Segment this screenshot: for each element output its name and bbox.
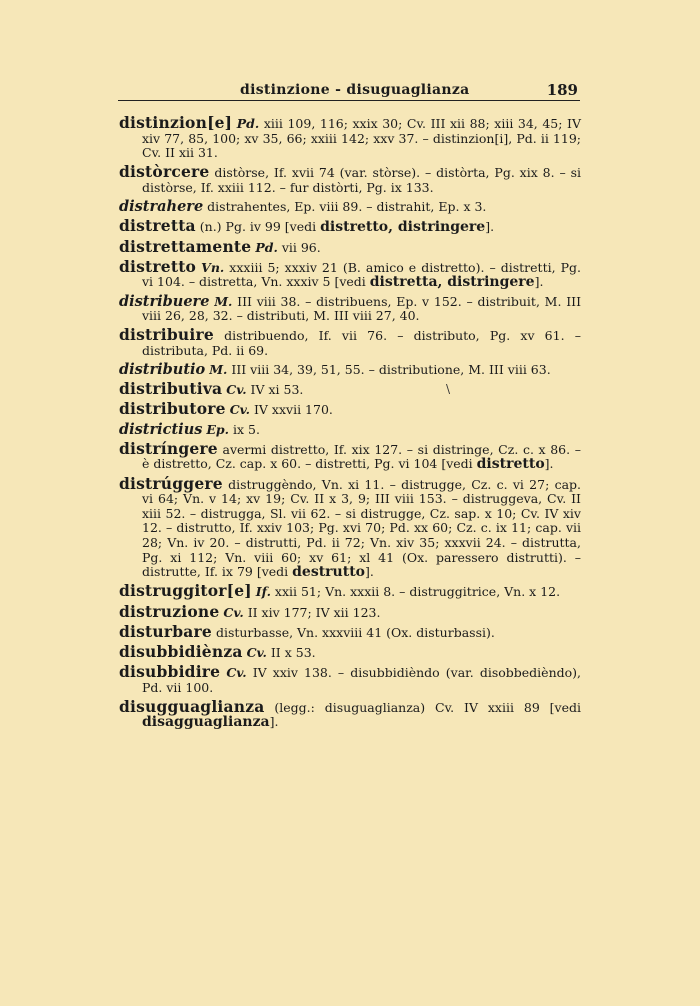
dictionary-entry	[119, 473, 581, 581]
entry-body: distribuendo, If. vii 76. – distributo, Pg. xv 61. – distributa, Pd. ii 69.	[142, 328, 581, 358]
entry-source: Cv.	[226, 665, 247, 681]
entry-body: II xiv 177; IV xii 123.	[243, 604, 381, 620]
entry-source: Cv.	[229, 402, 250, 418]
entry-tail: ].	[544, 456, 554, 472]
entry-source: Ep.	[206, 421, 230, 437]
dictionary-entry	[119, 162, 581, 195]
dictionary-entry	[119, 601, 581, 621]
running-title: distinzione - disuguaglianza	[240, 82, 470, 98]
entry-headword: distribuere	[119, 292, 210, 310]
dictionary-entry	[119, 216, 581, 236]
entry-list	[119, 113, 582, 735]
entry-headword: distrahere	[119, 198, 204, 216]
entry-body: avermi distretto, If. xix 127. – si distringe, Cz. c. x 86. – è distretto, Cz. cap. x 60. – distretti, Pg. vi 104 [vedi	[142, 441, 581, 472]
entry-body: (legg.: disuguaglianza) Cv. IV xxiii 89 [vedi	[264, 699, 581, 715]
entry-headword: distruggitor[e]	[119, 581, 252, 601]
entry-source: Cv.	[223, 604, 244, 620]
entry-headword: distrettamente	[119, 236, 252, 256]
entry-headword: districtius	[119, 420, 203, 438]
entry-body: vii 96.	[277, 239, 321, 255]
dictionary-entry	[119, 438, 581, 473]
entry-body: ix 5.	[229, 421, 260, 437]
entry-headword: disugguaglianza	[119, 696, 265, 716]
entry-headword: distrúggere	[119, 473, 223, 493]
dictionary-entry	[119, 363, 581, 378]
entry-headword: distributore	[119, 399, 226, 419]
entry-body: disturbasse, Vn. xxxviii 41 (Ox. disturbassi).	[211, 624, 495, 640]
entry-headword: disubbidiènza	[119, 641, 243, 661]
entry-headword: distretto	[119, 256, 197, 276]
page-header	[118, 80, 580, 101]
entry-body: III viii 34, 39, 51, 55. – distributione, M. III viii 63.	[227, 362, 551, 378]
entry-body: distruggèndo, Vn. xi 11. – distrugge, Cz. c. vi 27; cap. vi 64; Vn. v 14; xv 19; Cv. II x 3, 9; III viii 153. – distruggeva, Cv. II xiii 52. – distrugga, Sl. vii 62. – si distrugge, Cz. sap. x 10; Cv. IV xiv 12. – distrutto, If. xxiv 103; Pg. xvi 70; Pd. xx 60; Cz. c. ix 11; cap. vii 28; Vn. iv 20. – distrutti, Pd. ii 72; Vn. xiv 35; xxxvii 24. – distrutta, Pg. xi 112; Vn. viii 60; xv 61; xl 41 (Ox. paressero distrutti). – distrutte, If. ix 79 [vedi	[142, 476, 581, 580]
entry-body: IV xxvii 170.	[250, 402, 333, 418]
entry-source: Pd.	[236, 116, 260, 131]
entry-headword: disturbare	[119, 621, 212, 641]
dictionary-entry	[119, 379, 581, 399]
dictionary-entry	[119, 292, 582, 324]
entry-headword: distinzion[e]	[119, 113, 233, 132]
dictionary-entry	[119, 662, 582, 695]
dictionary-entry	[119, 621, 581, 641]
entry-headword: distruzione	[119, 601, 220, 621]
entry-headword: distòrcere	[119, 162, 210, 182]
entry-tail: ].	[485, 219, 495, 235]
dictionary-entry	[119, 420, 581, 438]
cross-reference: distretta, distringere	[369, 274, 535, 291]
entry-headword: distributio	[119, 361, 206, 379]
entry-source: Cv.	[246, 644, 267, 660]
dictionary-entry	[119, 696, 581, 731]
entry-source: M.	[214, 293, 233, 309]
cross-reference: distretto	[476, 456, 545, 473]
cross-reference: distretto, distringere	[320, 219, 486, 236]
entry-source: M.	[209, 362, 228, 378]
dictionary-entry	[119, 581, 581, 601]
entry-body: II x 53.	[266, 644, 316, 660]
cross-reference: disagguaglianza	[142, 714, 270, 731]
stray-mark: \	[446, 382, 451, 396]
entry-body: (n.) Pg. iv 99 [vedi	[195, 219, 321, 235]
page-number: 189	[546, 81, 578, 99]
entry-source: If.	[255, 584, 271, 600]
entry-headword: distretta	[119, 216, 196, 236]
dictionary-entry	[119, 399, 581, 419]
entry-headword: distribuire	[119, 325, 214, 345]
dictionary-entry	[119, 325, 581, 358]
entry-body: IV xi 53.	[246, 382, 304, 398]
dictionary-entry	[119, 641, 581, 661]
dictionary-entry	[119, 256, 581, 291]
dictionary-entry	[119, 236, 581, 256]
entry-tail: ].	[365, 564, 374, 580]
entry-body: distrahentes, Ep. viii 89. – distrahit, Ep. x 3.	[203, 199, 487, 215]
entry-headword: disubbidire	[119, 662, 221, 682]
entry-body: xxii 51; Vn. xxxii 8. – distruggitrice, Vn. x 12.	[270, 584, 561, 600]
entry-source: Pd.	[255, 239, 278, 255]
entry-body: IV xxiv 138. – disubbidièndo (var. disobbedièndo), Pd. vii 100.	[142, 665, 582, 695]
dictionary-entry	[119, 113, 581, 161]
entry-body: xxxiii 5; xxxiv 21 (B. amico e distretto). – distretti, Pg. vi 104. – distretta, Vn. xxxiv 5 [vedi	[142, 259, 581, 290]
entry-body: III viii 38. – distribuens, Ep. v 152. – distribuit, M. III viii 26, 28, 32. – distributi, M. III viii 27, 40.	[142, 293, 582, 324]
entry-headword: distributiva	[119, 379, 223, 399]
entry-headword: distríngere	[119, 438, 218, 458]
dictionary-entry	[119, 200, 581, 215]
entry-source: Cv.	[226, 382, 247, 398]
entry-tail: ].	[534, 274, 544, 290]
entry-source: Vn.	[201, 259, 225, 275]
entry-body: xiii 109, 116; xxix 30; Cv. III xii 88; xiii 34, 45; IV xiv 77, 85, 100; xv 35, 66; xxiii 142; xxv 37. – distinzion[i], Pd. ii 119; Cv. II xii 31.	[142, 116, 581, 161]
entry-tail: ].	[269, 714, 279, 730]
cross-reference: destrutto	[292, 564, 366, 581]
entry-body: distòrse, If. xvii 74 (var. stòrse). – distòrta, Pg. xix 8. – si distòrse, If. xxiii 112. – fur distòrti, Pg. ix 133.	[142, 165, 581, 195]
